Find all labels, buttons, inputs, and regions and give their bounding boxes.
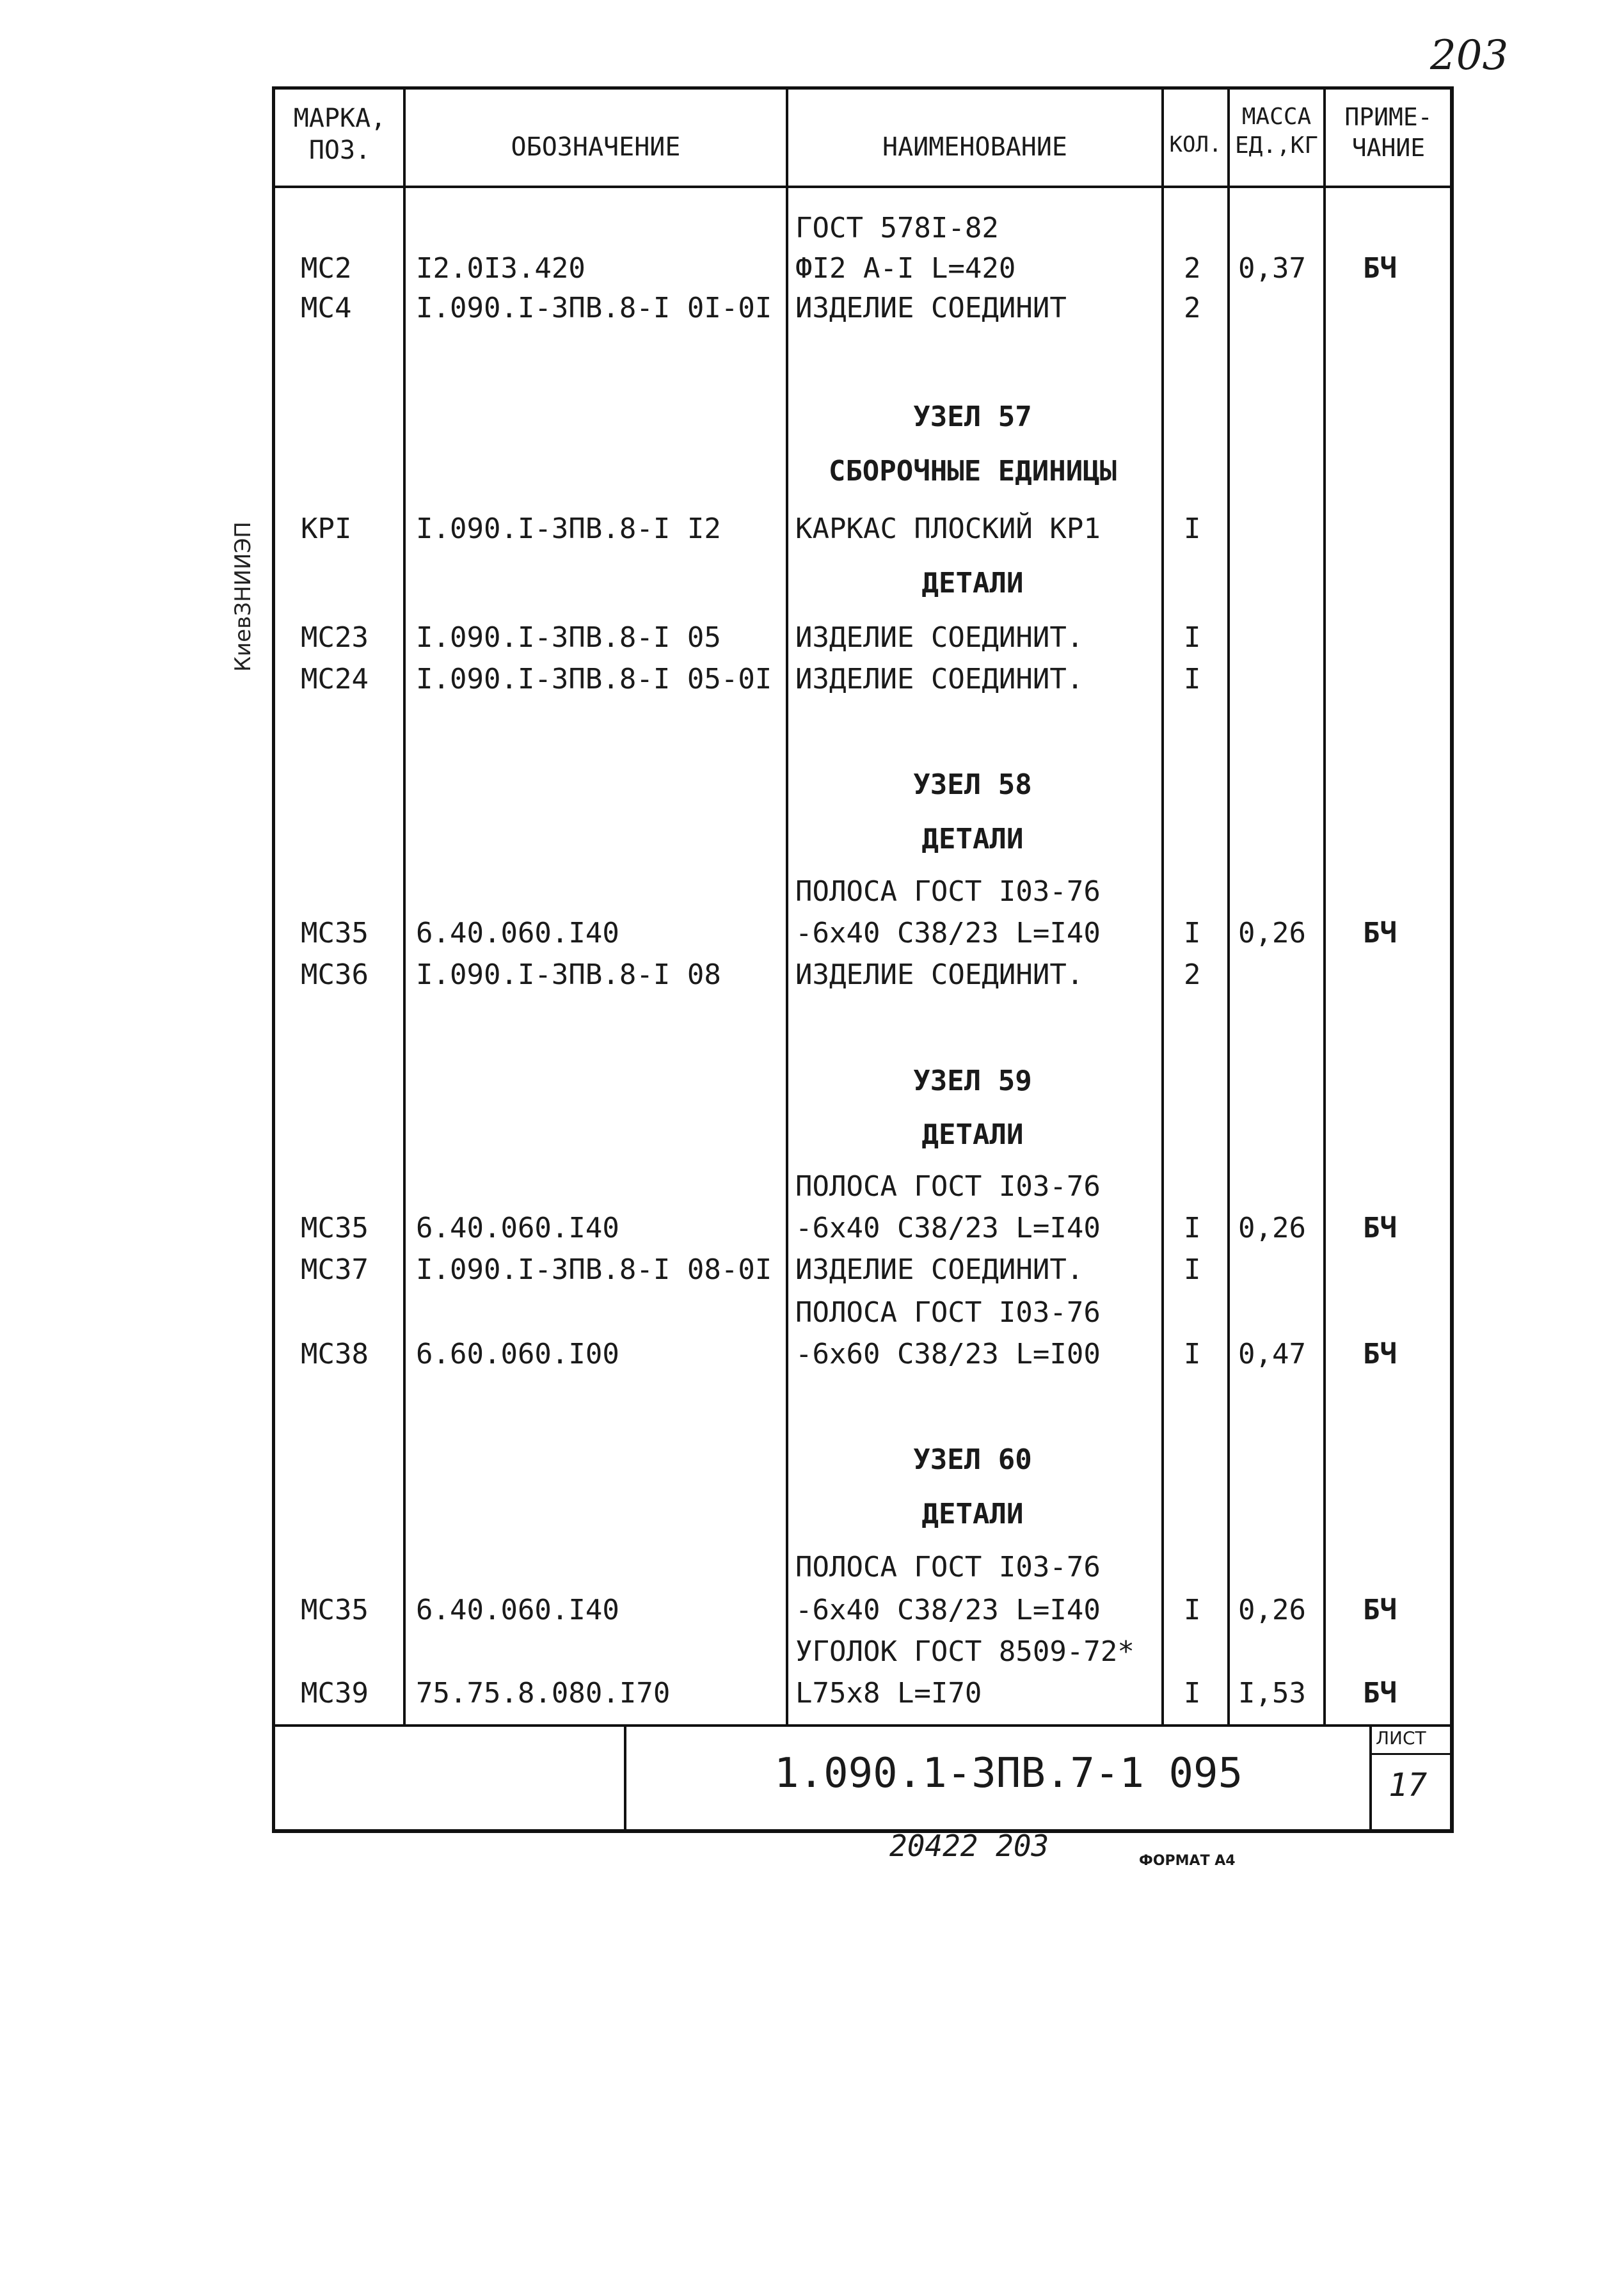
row-name: ИЗДЕЛИЕ СОЕДИНИТ. <box>795 663 1084 695</box>
row-mass: 0,47 <box>1238 1338 1306 1370</box>
row-pos: МС4 <box>301 292 352 324</box>
section-title: ДЕТАЛИ <box>921 1498 1024 1530</box>
row-note: БЧ <box>1363 1212 1397 1244</box>
row-name: КАРКАС ПЛОСКИЙ КР1 <box>795 512 1101 545</box>
row-name: УГОЛОК ГОСТ 8509-72* <box>795 1635 1134 1668</box>
row-pos: МС24 <box>301 663 369 695</box>
row-name: -6x40 С38/23 L=I40 <box>795 1212 1101 1244</box>
row-pos: КРI <box>301 512 352 545</box>
row-pos: МС2 <box>301 252 352 285</box>
col-line-4 <box>1227 86 1230 1726</box>
row-qty: 2 <box>1184 252 1201 285</box>
row-name: ИЗДЕЛИЕ СОЕДИНИТ. <box>795 958 1084 991</box>
row-code: I.090.I-3ПВ.8-I 08-0I <box>416 1253 772 1286</box>
inventory-number: 20422 203 <box>889 1829 1049 1863</box>
row-name: -6x40 С38/23 L=I40 <box>795 1594 1101 1626</box>
side-stamp: КиевЗНИИЭП <box>230 521 256 672</box>
row-code: I.090.I-3ПВ.8-I 05-0I <box>416 663 772 695</box>
header-marka: МАРКА, ПОЗ. <box>293 104 386 165</box>
section-title: УЗЕЛ 59 <box>913 1065 1032 1097</box>
section-title: ДЕТАЛИ <box>921 823 1024 855</box>
col-line-5 <box>1323 86 1326 1726</box>
footer-divider <box>272 1724 1454 1727</box>
row-mass: I,53 <box>1238 1677 1306 1710</box>
doc-code: 1.090.1-3ПВ.7-1 095 <box>774 1750 1243 1797</box>
row-mass: 0,26 <box>1238 1594 1306 1626</box>
row-note: БЧ <box>1363 1338 1397 1370</box>
col-line-3 <box>1161 86 1164 1726</box>
row-name: L75x8 L=I70 <box>795 1677 982 1710</box>
header-oboznachenie: ОБОЗНАЧЕНИЕ <box>511 132 681 162</box>
row-note: БЧ <box>1363 1594 1397 1626</box>
header-kol: КОЛ. <box>1169 132 1222 157</box>
row-pos: МС36 <box>301 958 369 991</box>
footer-sheet-line <box>1369 1724 1372 1833</box>
row-code: I.090.I-3ПВ.8-I 05 <box>416 621 721 654</box>
row-mass: 0,37 <box>1238 252 1306 285</box>
row-name: ПОЛОСА ГОСТ I03-76 <box>795 1551 1101 1583</box>
header-divider <box>272 186 1454 188</box>
section-title: УЗЕЛ 58 <box>913 768 1032 801</box>
sheet-label: ЛИСТ <box>1376 1727 1426 1749</box>
page-number-handwritten: 203 <box>1430 32 1509 79</box>
row-pos: МС35 <box>301 1212 369 1244</box>
section-title: СБОРОЧНЫЕ ЕДИНИЦЫ <box>828 455 1117 488</box>
row-qty: I <box>1184 1594 1201 1626</box>
footer-sheet-divider <box>1369 1753 1454 1755</box>
footer-col-line <box>624 1724 626 1833</box>
row-qty: 2 <box>1184 958 1201 991</box>
row-note: БЧ <box>1363 252 1397 285</box>
header-naimenovanie: НАИМЕНОВАНИЕ <box>882 132 1067 162</box>
row-name: -6x60 С38/23 L=I00 <box>795 1338 1101 1370</box>
row-pos: МС37 <box>301 1253 369 1286</box>
row-code: I.090.I-3ПВ.8-I I2 <box>416 512 721 545</box>
row-note: БЧ <box>1363 917 1397 949</box>
row-code: I2.0I3.420 <box>416 252 585 285</box>
format-label: ФОРМАТ А4 <box>1139 1853 1236 1869</box>
row-code: 6.40.060.I40 <box>416 1212 619 1244</box>
row-code: I.090.I-3ПВ.8-I 08 <box>416 958 721 991</box>
row-pos: МС35 <box>301 917 369 949</box>
section-title: ДЕТАЛИ <box>921 1118 1024 1151</box>
header-massa: МАССА ЕД.,КГ <box>1234 104 1319 159</box>
row-pos: МС35 <box>301 1594 369 1626</box>
row-name: ПОЛОСА ГОСТ I03-76 <box>795 875 1101 908</box>
row-qty: I <box>1184 1338 1201 1370</box>
row-code: 75.75.8.080.I70 <box>416 1677 671 1710</box>
sheet-number: 17 <box>1389 1766 1428 1804</box>
row-qty: I <box>1184 1677 1201 1710</box>
row-pos: МС38 <box>301 1338 369 1370</box>
row-code: 6.40.060.I40 <box>416 1594 619 1626</box>
row-qty: I <box>1184 621 1201 654</box>
row-name: ПОЛОСА ГОСТ I03-76 <box>795 1296 1101 1329</box>
row-name: ГОСТ 578I-82 <box>795 212 999 244</box>
row-name: ФI2 А-I L=420 <box>795 252 1016 285</box>
row-name: -6x40 С38/23 L=I40 <box>795 917 1101 949</box>
row-note: БЧ <box>1363 1677 1397 1710</box>
row-code: 6.40.060.I40 <box>416 917 619 949</box>
section-title: УЗЕЛ 57 <box>913 401 1032 433</box>
section-title: УЗЕЛ 60 <box>913 1443 1032 1476</box>
row-mass: 0,26 <box>1238 917 1306 949</box>
row-qty: I <box>1184 1253 1201 1286</box>
col-line-2 <box>786 86 788 1726</box>
section-title: ДЕТАЛИ <box>921 567 1024 599</box>
row-code: I.090.I-3ПВ.8-I 0I-0I <box>416 292 772 324</box>
row-name: ПОЛОСА ГОСТ I03-76 <box>795 1170 1101 1203</box>
row-mass: 0,26 <box>1238 1212 1306 1244</box>
row-qty: I <box>1184 663 1201 695</box>
row-qty: I <box>1184 1212 1201 1244</box>
col-line-1 <box>403 86 406 1726</box>
row-qty: I <box>1184 917 1201 949</box>
row-pos: МС39 <box>301 1677 369 1710</box>
row-qty: 2 <box>1184 292 1201 324</box>
row-qty: I <box>1184 512 1201 545</box>
header-primechanie: ПРИМЕ- ЧАНИЕ <box>1344 103 1433 162</box>
row-pos: МС23 <box>301 621 369 654</box>
row-name: ИЗДЕЛИЕ СОЕДИНИТ. <box>795 621 1084 654</box>
row-name: ИЗДЕЛИЕ СОЕДИНИТ <box>795 292 1067 324</box>
row-name: ИЗДЕЛИЕ СОЕДИНИТ. <box>795 1253 1084 1286</box>
row-code: 6.60.060.I00 <box>416 1338 619 1370</box>
